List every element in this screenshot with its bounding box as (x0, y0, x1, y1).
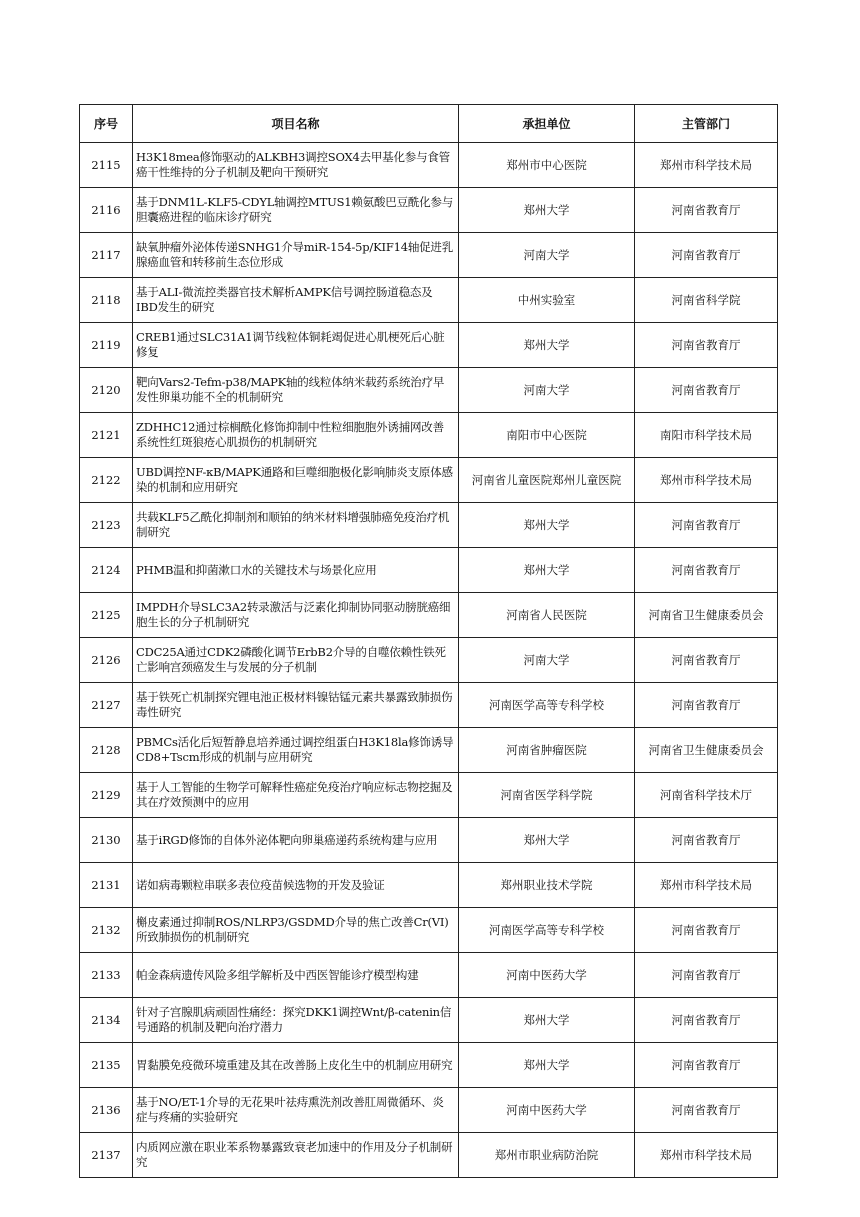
row-undertaking-unit: 郑州大学 (459, 548, 635, 593)
row-project-name: PBMCs活化后短暂静息培养通过调控组蛋白H3K18la修饰诱导CD8+Tscm形成的机制与应用研究 (133, 728, 459, 773)
row-supervising-department: 河南省教育厅 (635, 638, 778, 683)
row-project-name: 胃黏膜免疫微环境重建及其在改善肠上皮化生中的机制应用研究 (133, 1043, 459, 1088)
table-row (80, 593, 778, 638)
row-index: 2137 (80, 1133, 133, 1178)
row-undertaking-unit: 郑州大学 (459, 503, 635, 548)
row-supervising-department: 河南省卫生健康委员会 (635, 593, 778, 638)
row-supervising-department: 河南省教育厅 (635, 998, 778, 1043)
row-project-name: 针对子宫腺肌病顽固性痛经：探究DKK1调控Wnt/β-catenin信号通路的机制及靶向治疗潜力 (133, 998, 459, 1043)
row-supervising-department: 河南省教育厅 (635, 188, 778, 233)
row-project-name: 基于iRGD修饰的自体外泌体靶向卵巢癌递药系统构建与应用 (133, 818, 459, 863)
row-index: 2115 (80, 143, 133, 188)
row-project-name: ZDHHC12通过棕榈酰化修饰抑制中性粒细胞胞外诱捕网改善系统性红斑狼疮心肌损伤的机制研究 (133, 413, 459, 458)
header-row (80, 105, 778, 143)
project-list-page (79, 104, 777, 1178)
row-undertaking-unit: 郑州大学 (459, 188, 635, 233)
row-index: 2123 (80, 503, 133, 548)
row-index: 2121 (80, 413, 133, 458)
table-row (80, 323, 778, 368)
row-undertaking-unit: 郑州大学 (459, 1043, 635, 1088)
table-header (80, 105, 778, 143)
table-row (80, 503, 778, 548)
header-project-name: 项目名称 (133, 105, 459, 143)
row-index: 2127 (80, 683, 133, 728)
row-undertaking-unit: 河南省儿童医院郑州儿童医院 (459, 458, 635, 503)
table-row (80, 953, 778, 998)
row-undertaking-unit: 郑州职业技术学院 (459, 863, 635, 908)
row-undertaking-unit: 河南省肿瘤医院 (459, 728, 635, 773)
row-undertaking-unit: 郑州市中心医院 (459, 143, 635, 188)
row-undertaking-unit: 中州实验室 (459, 278, 635, 323)
project-table (79, 104, 778, 1178)
table-row (80, 908, 778, 953)
table-row (80, 278, 778, 323)
table-row (80, 413, 778, 458)
row-project-name: CDC25A通过CDK2磷酸化调节ErbB2介导的自噬依赖性铁死亡影响宫颈癌发生与发展的分子机制 (133, 638, 459, 683)
row-project-name: 内质网应激在职业苯系物暴露致衰老加速中的作用及分子机制研究 (133, 1133, 459, 1178)
header-index: 序号 (80, 105, 133, 143)
row-supervising-department: 河南省教育厅 (635, 548, 778, 593)
row-undertaking-unit: 郑州市职业病防治院 (459, 1133, 635, 1178)
row-undertaking-unit: 河南中医药大学 (459, 1088, 635, 1133)
row-supervising-department: 河南省教育厅 (635, 818, 778, 863)
row-supervising-department: 河南省教育厅 (635, 1043, 778, 1088)
row-undertaking-unit: 河南医学高等专科学校 (459, 908, 635, 953)
table-row (80, 998, 778, 1043)
row-index: 2124 (80, 548, 133, 593)
row-supervising-department: 南阳市科学技术局 (635, 413, 778, 458)
table-row (80, 458, 778, 503)
row-supervising-department: 郑州市科学技术局 (635, 458, 778, 503)
table-row (80, 1133, 778, 1178)
row-project-name: 共载KLF5乙酰化抑制剂和顺铂的纳米材料增强肺癌免疫治疗机制研究 (133, 503, 459, 548)
table-row (80, 368, 778, 413)
row-index: 2133 (80, 953, 133, 998)
row-project-name: 诺如病毒颗粒串联多表位疫苗候选物的开发及验证 (133, 863, 459, 908)
row-supervising-department: 河南省教育厅 (635, 908, 778, 953)
table-row (80, 1088, 778, 1133)
row-undertaking-unit: 河南大学 (459, 638, 635, 683)
row-index: 2118 (80, 278, 133, 323)
row-project-name: 帕金森病遗传风险多组学解析及中西医智能诊疗模型构建 (133, 953, 459, 998)
row-supervising-department: 河南省教育厅 (635, 1088, 778, 1133)
table-row (80, 188, 778, 233)
row-supervising-department: 郑州市科学技术局 (635, 1133, 778, 1178)
row-index: 2119 (80, 323, 133, 368)
row-undertaking-unit: 河南省医学科学院 (459, 773, 635, 818)
row-undertaking-unit: 郑州大学 (459, 998, 635, 1043)
row-project-name: H3K18mea修饰驱动的ALKBH3调控SOX4去甲基化参与食管癌干性维持的分子机制及靶向干预研究 (133, 143, 459, 188)
row-supervising-department: 河南省科学院 (635, 278, 778, 323)
row-project-name: PHMB温和抑菌漱口水的关键技术与场景化应用 (133, 548, 459, 593)
row-index: 2130 (80, 818, 133, 863)
row-undertaking-unit: 郑州大学 (459, 818, 635, 863)
row-project-name: 槲皮素通过抑制ROS/NLRP3/GSDMD介导的焦亡改善Cr(VI)所致肺损伤的机制研究 (133, 908, 459, 953)
row-supervising-department: 河南省教育厅 (635, 683, 778, 728)
row-supervising-department: 河南省科学技术厅 (635, 773, 778, 818)
table-row (80, 728, 778, 773)
row-index: 2129 (80, 773, 133, 818)
row-supervising-department: 河南省卫生健康委员会 (635, 728, 778, 773)
row-project-name: 基于ALI-微流控类器官技术解析AMPK信号调控肠道稳态及IBD发生的研究 (133, 278, 459, 323)
row-undertaking-unit: 河南医学高等专科学校 (459, 683, 635, 728)
row-index: 2122 (80, 458, 133, 503)
row-undertaking-unit: 南阳市中心医院 (459, 413, 635, 458)
row-undertaking-unit: 郑州大学 (459, 323, 635, 368)
row-index: 2120 (80, 368, 133, 413)
row-index: 2116 (80, 188, 133, 233)
row-project-name: 基于人工智能的生物学可解释性癌症免疫治疗响应标志物挖掘及其在疗效预测中的应用 (133, 773, 459, 818)
row-undertaking-unit: 河南省人民医院 (459, 593, 635, 638)
row-index: 2131 (80, 863, 133, 908)
row-undertaking-unit: 河南大学 (459, 368, 635, 413)
table-body (80, 143, 778, 1178)
row-index: 2134 (80, 998, 133, 1043)
row-index: 2136 (80, 1088, 133, 1133)
row-project-name: 缺氧肿瘤外泌体传递SNHG1介导miR-154-5p/KIF14轴促进乳腺癌血管和转移前生态位形成 (133, 233, 459, 278)
header-supervising-department: 主管部门 (635, 105, 778, 143)
table-row (80, 638, 778, 683)
header-undertaking-unit: 承担单位 (459, 105, 635, 143)
row-project-name: IMPDH介导SLC3A2转录激活与泛素化抑制协同驱动膀胱癌细胞生长的分子机制研究 (133, 593, 459, 638)
table-row (80, 818, 778, 863)
row-project-name: 靶向Vars2-Tefm-p38/MAPK轴的线粒体纳米载药系统治疗早发性卵巢功能不全的机制研究 (133, 368, 459, 413)
row-project-name: 基于铁死亡机制探究锂电池正极材料镍钴锰元素共暴露致肺损伤毒性研究 (133, 683, 459, 728)
row-supervising-department: 河南省教育厅 (635, 323, 778, 368)
row-index: 2125 (80, 593, 133, 638)
row-project-name: CREB1通过SLC31A1调节线粒体铜耗竭促进心肌梗死后心脏修复 (133, 323, 459, 368)
row-project-name: 基于NO/ET-1介导的无花果叶祛痔熏洗剂改善肛周微循环、炎症与疼痛的实验研究 (133, 1088, 459, 1133)
table-row (80, 683, 778, 728)
row-project-name: 基于DNM1L-KLF5-CDYL轴调控MTUS1赖氨酸巴豆酰化参与胆囊癌进程的临床诊疗研究 (133, 188, 459, 233)
row-undertaking-unit: 河南大学 (459, 233, 635, 278)
row-index: 2135 (80, 1043, 133, 1088)
table-row (80, 773, 778, 818)
row-index: 2126 (80, 638, 133, 683)
row-project-name: UBD调控NF-κB/MAPK通路和巨噬细胞极化影响肺炎支原体感染的机制和应用研究 (133, 458, 459, 503)
row-index: 2128 (80, 728, 133, 773)
row-index: 2117 (80, 233, 133, 278)
row-supervising-department: 河南省教育厅 (635, 503, 778, 548)
table-row (80, 548, 778, 593)
table-row (80, 143, 778, 188)
row-supervising-department: 河南省教育厅 (635, 233, 778, 278)
row-supervising-department: 郑州市科学技术局 (635, 143, 778, 188)
table-row (80, 233, 778, 278)
row-index: 2132 (80, 908, 133, 953)
table-row (80, 1043, 778, 1088)
row-supervising-department: 河南省教育厅 (635, 368, 778, 413)
row-undertaking-unit: 河南中医药大学 (459, 953, 635, 998)
row-supervising-department: 郑州市科学技术局 (635, 863, 778, 908)
row-supervising-department: 河南省教育厅 (635, 953, 778, 998)
table-row (80, 863, 778, 908)
